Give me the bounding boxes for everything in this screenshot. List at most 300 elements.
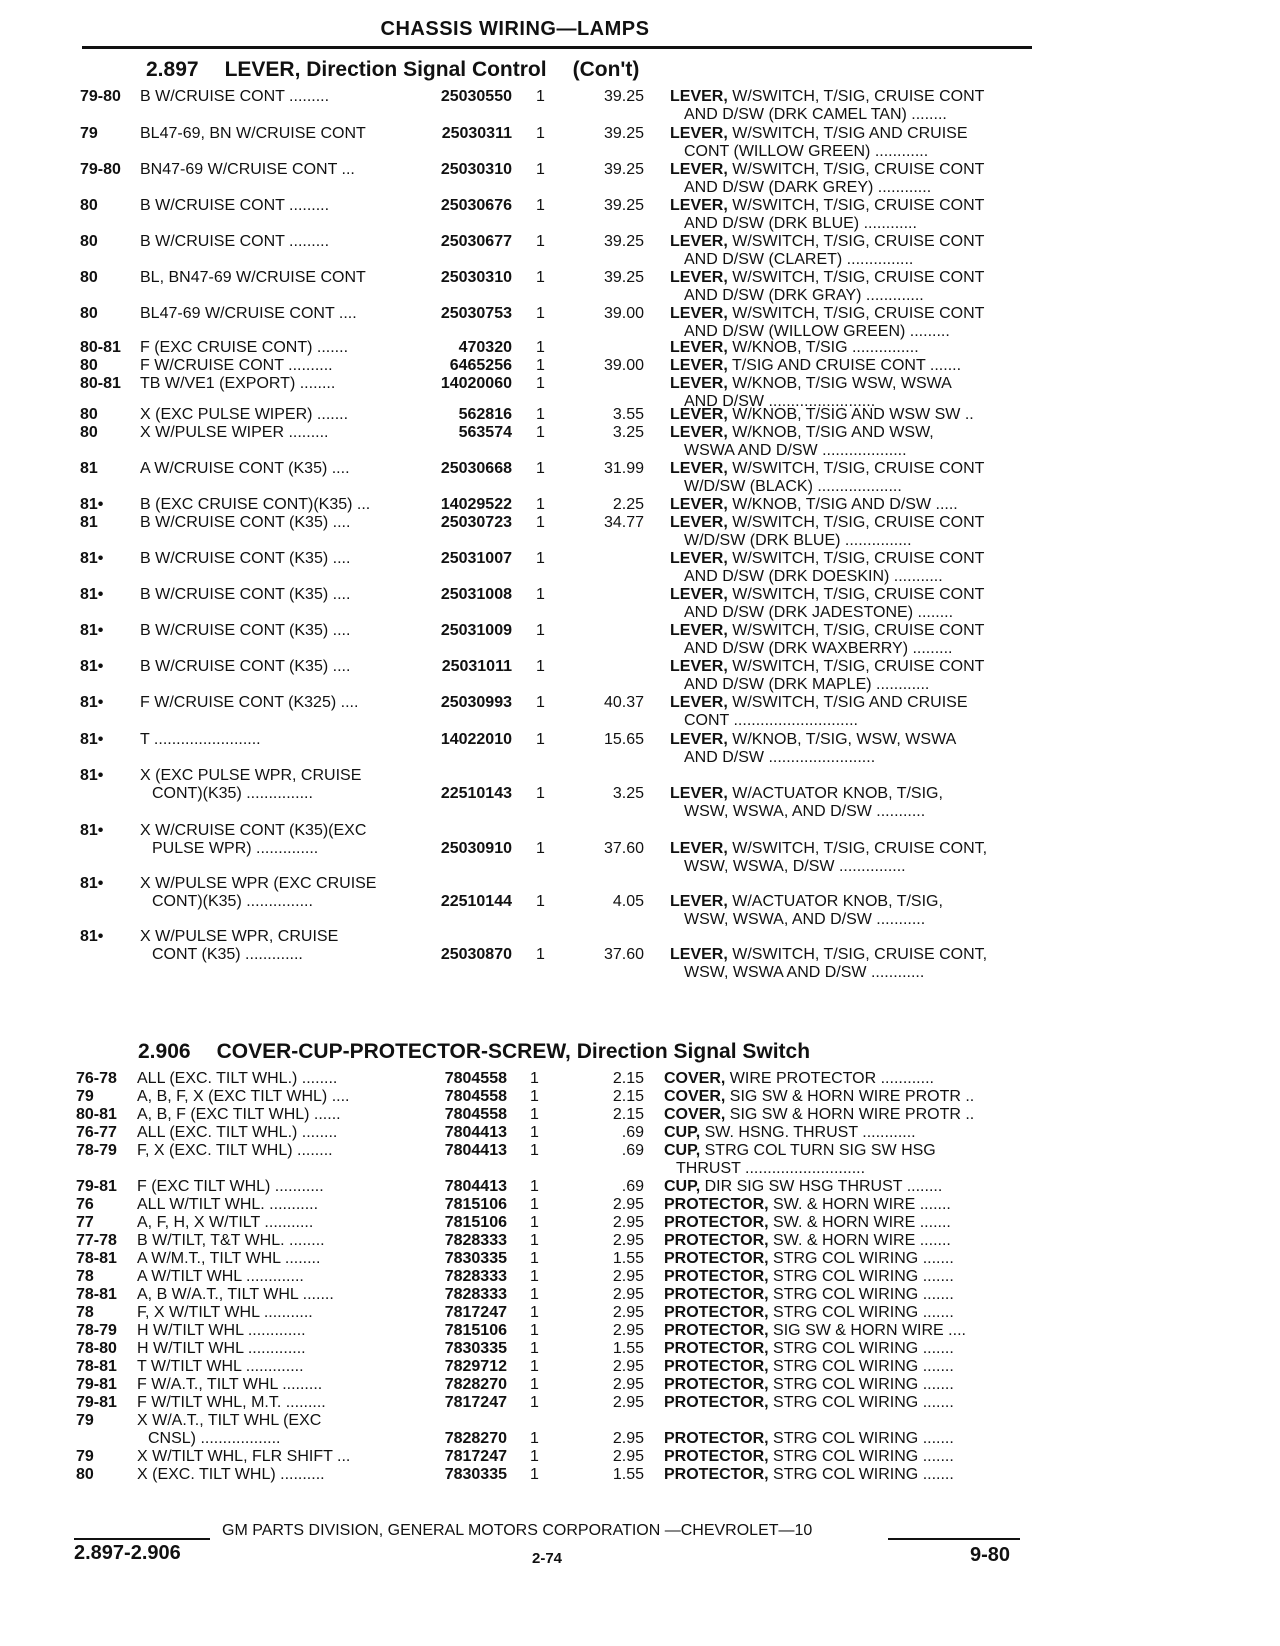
application-continued: CNSL) .................. (148, 1430, 281, 1447)
application: A, B, F (EXC TILT WHL) ...... (137, 1106, 341, 1123)
description (664, 1070, 934, 1088)
description-noun: LEVER, (670, 514, 728, 531)
quantity: 1 (530, 1106, 539, 1123)
part-number: 7817247 (444, 1304, 507, 1321)
model-year: 81• (80, 694, 104, 711)
description-noun: PROTECTOR, (664, 1268, 769, 1285)
description (670, 406, 974, 424)
description (670, 305, 984, 323)
description-noun: PROTECTOR, (664, 1430, 769, 1447)
description-continued: CONT ............................ (684, 712, 858, 729)
model-year: 81• (80, 767, 104, 784)
description-text: W/SWITCH, T/SIG, CRUISE CONT (727, 622, 985, 639)
description-noun: CUP, (664, 1124, 701, 1141)
quantity: 1 (536, 161, 545, 178)
description-noun: PROTECTOR, (664, 1196, 769, 1213)
part-number: 7828333 (444, 1286, 507, 1303)
quantity: 1 (530, 1196, 539, 1213)
description-text: W/KNOB, T/SIG AND WSW, (727, 424, 934, 441)
description-noun: PROTECTOR, (664, 1466, 769, 1483)
model-year: 79 (76, 1088, 94, 1105)
quantity: 1 (530, 1394, 539, 1411)
quantity: 1 (536, 658, 545, 675)
model-year: 80 (80, 406, 98, 423)
price: 2.95 (612, 1286, 644, 1303)
quantity: 1 (530, 1178, 539, 1195)
quantity: 1 (530, 1340, 539, 1357)
quantity: 1 (530, 1430, 539, 1447)
description-continued: AND D/SW ........................ (684, 749, 876, 766)
description-noun: PROTECTOR, (664, 1394, 769, 1411)
model-year: 80 (80, 305, 98, 322)
footer-page-number: 2-74 (532, 1550, 563, 1567)
quantity: 1 (536, 339, 545, 356)
description (664, 1124, 916, 1142)
application: BL47-69, BN W/CRUISE CONT (140, 125, 366, 142)
description (664, 1340, 954, 1358)
description (664, 1232, 951, 1250)
description (670, 460, 984, 478)
description-text: W/SWITCH, T/SIG AND CRUISE (727, 694, 968, 711)
model-year: 80 (80, 269, 98, 286)
description-noun: LEVER, (670, 424, 728, 441)
application: F W/CRUISE CONT (K325) .... (140, 694, 359, 711)
model-year: 79-81 (76, 1178, 117, 1195)
description (664, 1376, 954, 1394)
description-noun: LEVER, (670, 305, 728, 322)
price: 39.00 (603, 357, 644, 374)
quantity: 1 (530, 1088, 539, 1105)
application: BN47-69 W/CRUISE CONT ... (140, 161, 355, 178)
application: BL, BN47-69 W/CRUISE CONT (140, 269, 366, 286)
model-year: 80 (76, 1466, 94, 1483)
model-year: 79-81 (76, 1394, 117, 1411)
description-noun: PROTECTOR, (664, 1376, 769, 1393)
description-text: DIR SIG SW HSG THRUST ........ (700, 1178, 943, 1195)
model-year: 78 (76, 1304, 94, 1321)
description-text: W/SWITCH, T/SIG, CRUISE CONT (727, 586, 985, 603)
section-title: COVER-CUP-PROTECTOR-SCREW, Direction Signal Switch (216, 1040, 811, 1063)
description-text: W/SWITCH, T/SIG, CRUISE CONT (727, 233, 985, 250)
description-text: W/KNOB, T/SIG AND WSW SW .. (727, 406, 974, 423)
part-number: 14020060 (440, 375, 512, 392)
application: H W/TILT WHL ............. (137, 1340, 306, 1357)
description-noun: LEVER, (670, 125, 728, 142)
model-year: 81• (80, 875, 104, 892)
model-year: 79 (80, 125, 98, 142)
model-year: 78-81 (76, 1358, 117, 1375)
application-continued: PULSE WPR) .............. (152, 840, 319, 857)
quantity: 1 (536, 88, 545, 105)
description-continued: AND D/SW (DRK BLUE) ............ (684, 215, 917, 232)
price: 31.99 (603, 460, 644, 477)
section-number: 2.897 (146, 58, 199, 81)
part-number: 25030993 (440, 694, 512, 711)
part-number: 22510143 (440, 785, 512, 802)
description (664, 1304, 954, 1322)
application: ALL W/TILT WHL. ........... (137, 1196, 319, 1213)
description-text: W/SWITCH, T/SIG, CRUISE CONT (727, 550, 985, 567)
description-noun: LEVER, (670, 460, 728, 477)
model-year: 79-81 (76, 1376, 117, 1393)
part-number: 7804413 (444, 1124, 507, 1141)
quantity: 1 (536, 550, 545, 567)
part-number: 7804558 (444, 1070, 507, 1087)
description-continued: AND D/SW (WILLOW GREEN) ......... (684, 323, 950, 340)
part-number: 7828270 (444, 1430, 507, 1447)
quantity: 1 (536, 357, 545, 374)
description (670, 893, 943, 911)
description (670, 731, 956, 749)
description-noun: PROTECTOR, (664, 1232, 769, 1249)
description-text: W/SWITCH, T/SIG, CRUISE CONT (727, 305, 985, 322)
description-text: SW. & HORN WIRE ....... (768, 1232, 951, 1249)
price: 2.95 (612, 1394, 644, 1411)
model-year: 78-81 (76, 1286, 117, 1303)
application: X W/A.T., TILT WHL (EXC (137, 1412, 322, 1429)
price: 1.55 (612, 1250, 644, 1267)
description-text: W/SWITCH, T/SIG, CRUISE CONT (727, 514, 985, 531)
model-year: 80 (80, 233, 98, 250)
description-text: STRG COL WIRING ....... (768, 1430, 954, 1447)
part-number: 25030676 (440, 197, 512, 214)
application: H W/TILT WHL ............. (137, 1322, 306, 1339)
application: F W/A.T., TILT WHL ......... (137, 1376, 323, 1393)
description-noun: LEVER, (670, 731, 728, 748)
model-year: 79 (76, 1448, 94, 1465)
part-number: 7817247 (444, 1394, 507, 1411)
page-title: CHASSIS WIRING—LAMPS (380, 18, 650, 40)
quantity: 1 (536, 125, 545, 142)
part-number: 14022010 (440, 731, 512, 748)
description-continued: AND D/SW (DRK DOESKIN) ........... (684, 568, 943, 585)
quantity: 1 (536, 424, 545, 441)
price: 2.95 (612, 1304, 644, 1321)
application: X (EXC PULSE WPR, CRUISE (140, 767, 362, 784)
description-text: STRG COL WIRING ....... (768, 1340, 954, 1357)
description (670, 375, 952, 393)
model-year: 81• (80, 550, 104, 567)
price: 37.60 (603, 946, 644, 963)
model-year: 78-81 (76, 1250, 117, 1267)
description-continued: AND D/SW (DRK GRAY) ............. (684, 287, 924, 304)
description-noun: PROTECTOR, (664, 1304, 769, 1321)
model-year: 81• (80, 822, 104, 839)
model-year: 81• (80, 658, 104, 675)
description (670, 946, 987, 964)
description-text: STRG COL WIRING ....... (768, 1250, 954, 1267)
price: 39.25 (603, 161, 644, 178)
application: B W/CRUISE CONT (K35) .... (140, 586, 351, 603)
application: X W/CRUISE CONT (K35)(EXC (140, 822, 367, 839)
application: B W/CRUISE CONT ......... (140, 88, 330, 105)
model-year: 80 (80, 197, 98, 214)
description-noun: LEVER, (670, 550, 728, 567)
application: B W/CRUISE CONT (K35) .... (140, 550, 351, 567)
description-noun: LEVER, (670, 694, 728, 711)
quantity: 1 (530, 1448, 539, 1465)
description-noun: LEVER, (670, 893, 728, 910)
model-year: 77 (76, 1214, 94, 1231)
model-year: 80-81 (80, 339, 121, 356)
description (664, 1448, 954, 1466)
description (664, 1466, 954, 1484)
model-year: 81• (80, 496, 104, 513)
part-number: 7815106 (444, 1214, 507, 1231)
description-noun: LEVER, (670, 357, 728, 374)
model-year: 77-78 (76, 1232, 117, 1249)
part-number: 7830335 (444, 1466, 507, 1483)
quantity: 1 (530, 1358, 539, 1375)
part-number: 25030311 (441, 125, 512, 142)
application: A W/CRUISE CONT (K35) .... (140, 460, 350, 477)
description-continued: WSW, WSWA, D/SW ............... (684, 858, 906, 875)
description-noun: LEVER, (670, 233, 728, 250)
description-continued: AND D/SW ........................ (684, 393, 876, 410)
description-text: W/KNOB, T/SIG ............... (727, 339, 919, 356)
description-continued: WSW, WSWA, AND D/SW ........... (684, 911, 926, 928)
description-text: STRG COL TURN SIG SW HSG (700, 1142, 936, 1159)
description (670, 622, 984, 640)
application: F (EXC TILT WHL) ........... (137, 1178, 324, 1195)
part-number: 7815106 (444, 1196, 507, 1213)
application: A W/M.T., TILT WHL ........ (137, 1250, 321, 1267)
description-text: W/KNOB, T/SIG, WSW, WSWA (727, 731, 957, 748)
quantity: 1 (536, 233, 545, 250)
price: 40.37 (603, 694, 644, 711)
description-noun: LEVER, (670, 496, 728, 513)
description-noun: PROTECTOR, (664, 1322, 769, 1339)
footer-date: 9-80 (970, 1544, 1011, 1566)
price: 39.00 (603, 305, 644, 322)
application: B W/CRUISE CONT (K35) .... (140, 514, 351, 531)
part-number: 563574 (458, 424, 512, 441)
description (664, 1106, 974, 1124)
description-text: STRG COL WIRING ....... (768, 1394, 954, 1411)
description-continued: WSW, WSWA, AND D/SW ........... (684, 803, 926, 820)
model-year: 81• (80, 622, 104, 639)
model-year: 80 (80, 357, 98, 374)
section-heading (146, 58, 665, 82)
part-number: 25030723 (440, 514, 512, 531)
quantity: 1 (536, 785, 545, 802)
description-text: STRG COL WIRING ....... (768, 1448, 954, 1465)
quantity: 1 (536, 496, 545, 513)
description-text: W/SWITCH, T/SIG, CRUISE CONT, (727, 946, 988, 963)
application: T ........................ (140, 731, 261, 748)
model-year: 80-81 (76, 1106, 117, 1123)
quantity: 1 (536, 375, 545, 392)
description (670, 694, 968, 712)
application: TB W/VE1 (EXPORT) ........ (140, 375, 336, 392)
price: .69 (621, 1178, 644, 1195)
description (664, 1088, 974, 1106)
description-noun: LEVER, (670, 406, 728, 423)
model-year: 79-80 (80, 88, 121, 105)
description (670, 658, 984, 676)
price: 39.25 (603, 197, 644, 214)
description-text: W/SWITCH, T/SIG, CRUISE CONT (727, 460, 985, 477)
description (664, 1142, 936, 1160)
model-year: 78-79 (76, 1322, 117, 1339)
description (664, 1358, 954, 1376)
description (664, 1322, 966, 1340)
section-title: LEVER, Direction Signal Control (224, 58, 547, 81)
description-continued: WSW, WSWA AND D/SW ............ (684, 964, 925, 981)
price: 4.05 (612, 893, 644, 910)
price: 2.15 (612, 1088, 644, 1105)
part-number: 7804558 (444, 1088, 507, 1105)
model-year: 80 (80, 424, 98, 441)
quantity: 1 (536, 269, 545, 286)
description-continued: AND D/SW (DARK GREY) ............ (684, 179, 932, 196)
description-text: STRG COL WIRING ....... (768, 1466, 954, 1483)
description (670, 514, 984, 532)
price: 39.25 (603, 88, 644, 105)
footer-rule-right (888, 1538, 1020, 1540)
quantity: 1 (536, 694, 545, 711)
price: 2.95 (612, 1358, 644, 1375)
description-noun: LEVER, (670, 88, 728, 105)
model-year: 79-80 (80, 161, 121, 178)
price: 3.25 (612, 785, 644, 802)
price: 2.15 (612, 1070, 644, 1087)
part-number: 7830335 (444, 1340, 507, 1357)
part-number: 25030910 (440, 840, 512, 857)
description-noun: LEVER, (670, 840, 728, 857)
price: 1.55 (612, 1340, 644, 1357)
description-continued: WSWA AND D/SW ................... (684, 442, 907, 459)
part-number: 7830335 (444, 1250, 507, 1267)
part-number: 7828270 (444, 1376, 507, 1393)
quantity: 1 (536, 305, 545, 322)
description (670, 550, 984, 568)
part-number: 25030310 (440, 269, 512, 286)
description-text: W/SWITCH, T/SIG, CRUISE CONT (727, 197, 985, 214)
description-continued: W/D/SW (DRK BLUE) ............... (684, 532, 912, 549)
description-continued: THRUST ........................... (676, 1160, 866, 1177)
application: A, F, H, X W/TILT ........... (137, 1214, 314, 1231)
price: 37.60 (603, 840, 644, 857)
description-text: T/SIG AND CRUISE CONT ....... (727, 357, 962, 374)
section-number: 2.906 (138, 1040, 191, 1063)
description-noun: CUP, (664, 1142, 701, 1159)
description-text: W/SWITCH, T/SIG, CRUISE CONT (727, 658, 985, 675)
price: 2.15 (612, 1106, 644, 1123)
quantity: 1 (536, 514, 545, 531)
application-continued: CONT)(K35) ............... (152, 893, 313, 910)
description-continued: W/D/SW (BLACK) ................... (684, 478, 902, 495)
application: X W/PULSE WPR, CRUISE (140, 928, 339, 945)
part-number: 562816 (458, 406, 512, 423)
description-noun: PROTECTOR, (664, 1250, 769, 1267)
quantity: 1 (536, 406, 545, 423)
description-text: W/KNOB, T/SIG AND D/SW ..... (727, 496, 958, 513)
part-number: 25031008 (440, 586, 512, 603)
description (670, 197, 984, 215)
part-number: 22510144 (440, 893, 512, 910)
description-noun: LEVER, (670, 161, 728, 178)
application: F (EXC CRUISE CONT) ....... (140, 339, 349, 356)
price: 1.55 (612, 1466, 644, 1483)
quantity: 1 (530, 1322, 539, 1339)
description (664, 1214, 951, 1232)
application: X W/TILT WHL, FLR SHIFT ... (137, 1448, 351, 1465)
description (670, 125, 968, 143)
quantity: 1 (530, 1466, 539, 1483)
description-noun: PROTECTOR, (664, 1286, 769, 1303)
description-text: W/SWITCH, T/SIG, CRUISE CONT (727, 88, 985, 105)
footer-publisher: GM PARTS DIVISION, GENERAL MOTORS CORPORATION —CHEVROLET—10 (222, 1522, 813, 1539)
description-text: W/SWITCH, T/SIG, CRUISE CONT (727, 161, 985, 178)
description-text: SW. HSNG. THRUST ............ (700, 1124, 916, 1141)
price: 39.25 (603, 125, 644, 142)
application: X W/PULSE WIPER ......... (140, 424, 329, 441)
quantity: 1 (536, 460, 545, 477)
part-number: 25031007 (440, 550, 512, 567)
description-text: W/KNOB, T/SIG WSW, WSWA (727, 375, 952, 392)
model-year: 78-80 (76, 1340, 117, 1357)
part-number: 7828333 (444, 1268, 507, 1285)
description-continued: AND D/SW (DRK CAMEL TAN) ........ (684, 106, 947, 123)
description-noun: PROTECTOR, (664, 1340, 769, 1357)
model-year: 81 (80, 460, 98, 477)
description-text: W/SWITCH, T/SIG, CRUISE CONT, (727, 840, 988, 857)
description-text: W/SWITCH, T/SIG, CRUISE CONT (727, 269, 985, 286)
price: 2.95 (612, 1376, 644, 1393)
description-text: STRG COL WIRING ....... (768, 1286, 954, 1303)
part-number: 7815106 (444, 1322, 507, 1339)
model-year: 76-77 (76, 1124, 117, 1141)
price: 2.95 (612, 1322, 644, 1339)
model-year: 78 (76, 1268, 94, 1285)
application: B W/CRUISE CONT (K35) .... (140, 658, 351, 675)
application: X (EXC PULSE WIPER) ....... (140, 406, 349, 423)
description (664, 1394, 954, 1412)
description (670, 233, 984, 251)
part-number: 25030550 (440, 88, 512, 105)
description-text: STRG COL WIRING ....... (768, 1376, 954, 1393)
description (670, 785, 943, 803)
quantity: 1 (530, 1070, 539, 1087)
application: F W/CRUISE CONT .......... (140, 357, 333, 374)
description-noun: PROTECTOR, (664, 1214, 769, 1231)
part-number: 25030668 (440, 460, 512, 477)
description (670, 357, 961, 375)
description-noun: COVER, (664, 1070, 726, 1087)
quantity: 1 (536, 197, 545, 214)
part-number: 14029522 (440, 496, 512, 513)
description-continued: AND D/SW (DRK WAXBERRY) ......... (684, 640, 953, 657)
part-number: 7804558 (444, 1106, 507, 1123)
part-number: 6465256 (449, 357, 512, 374)
quantity: 1 (530, 1286, 539, 1303)
description-noun: PROTECTOR, (664, 1448, 769, 1465)
application: B W/TILT, T&T WHL. ........ (137, 1232, 325, 1249)
description (664, 1196, 951, 1214)
description-text: SW. & HORN WIRE ....... (768, 1196, 951, 1213)
quantity: 1 (536, 893, 545, 910)
part-number: 470320 (458, 339, 512, 356)
model-year: 81• (80, 731, 104, 748)
part-number: 7829712 (444, 1358, 507, 1375)
application: B W/CRUISE CONT ......... (140, 197, 330, 214)
quantity: 1 (536, 840, 545, 857)
description-continued: CONT (WILLOW GREEN) ............ (684, 143, 929, 160)
application-continued: CONT)(K35) ............... (152, 785, 313, 802)
description-text: STRG COL WIRING ....... (768, 1304, 954, 1321)
part-number: 25031009 (440, 622, 512, 639)
